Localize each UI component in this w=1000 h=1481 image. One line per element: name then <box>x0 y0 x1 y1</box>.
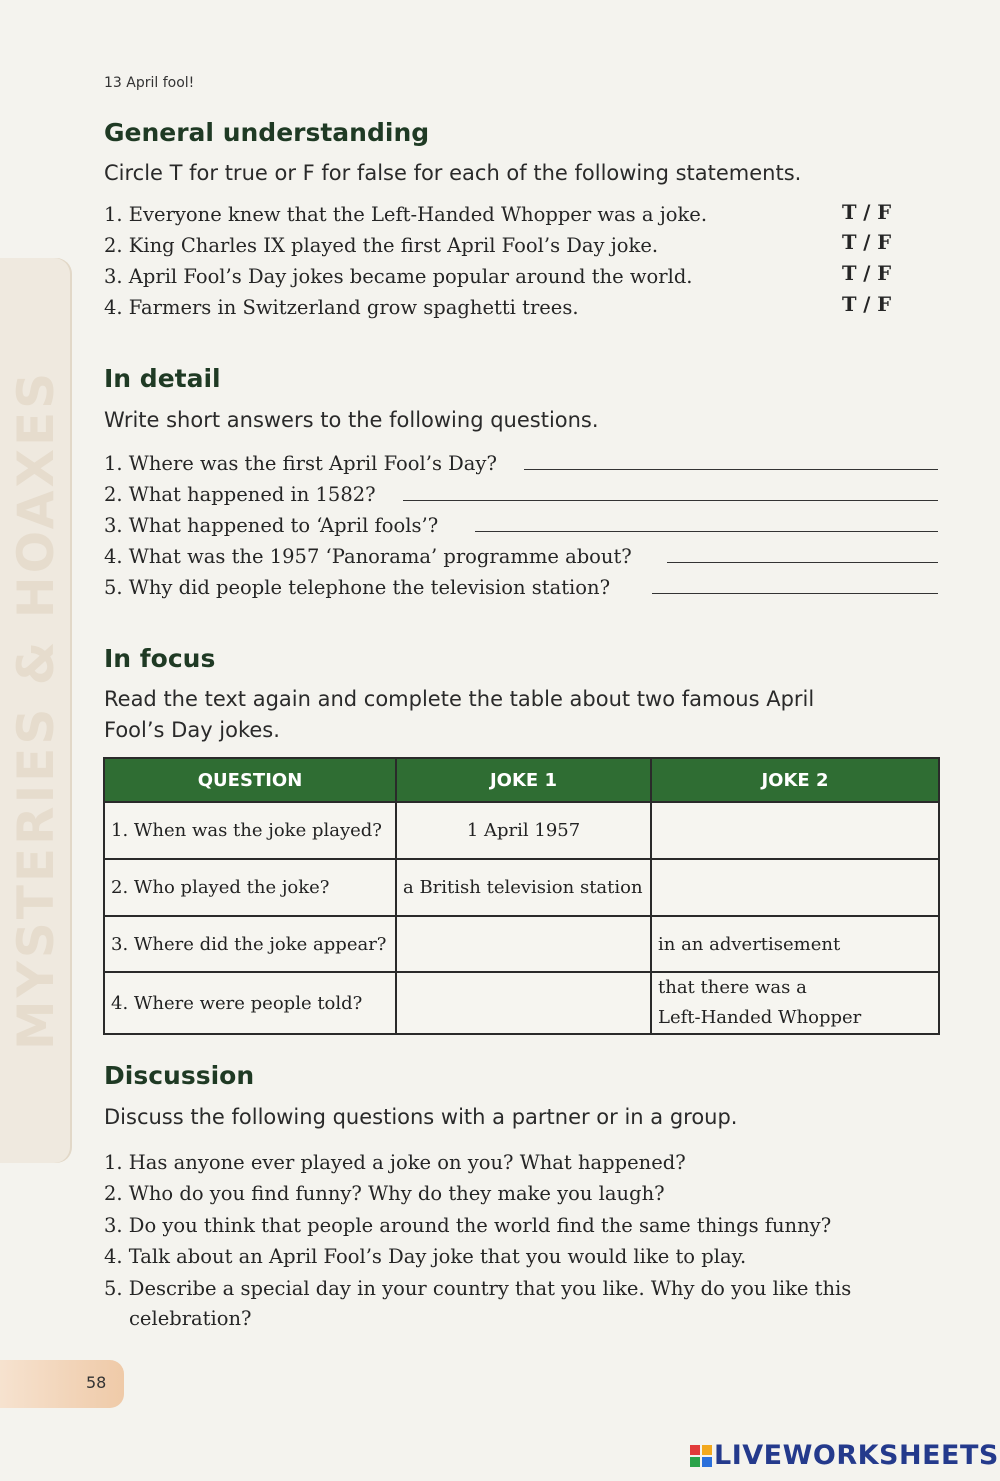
discussion-item-4: 4. Talk about an April Fool’s Day joke that you would like to play. <box>104 1245 747 1268</box>
table-row <box>104 972 939 1034</box>
row-1-question: 1. When was the joke played? <box>104 802 396 859</box>
general-item-3: 3. April Fool’s Day jokes became popular around the world. <box>104 265 693 288</box>
detail-instruction: Write short answers to the following questions. <box>104 408 599 432</box>
detail-question-1: 1. Where was the first April Fool’s Day? <box>104 452 497 475</box>
header-joke-2: JOKE 2 <box>651 758 939 802</box>
running-head: 13 April fool! <box>104 75 195 91</box>
answer-line-5[interactable] <box>652 593 938 594</box>
discussion-instruction: Discuss the following questions with a partner or in a group. <box>104 1105 738 1129</box>
discussion-item-3: 3. Do you think that people around the world find the same things funny? <box>104 1214 832 1237</box>
focus-instruction-line2: Fool’s Day jokes. <box>104 718 280 742</box>
row-4-question: 4. Where were people told? <box>104 972 396 1034</box>
answer-line-4[interactable] <box>667 562 938 563</box>
row-3-question: 3. Where did the joke appear? <box>104 916 396 972</box>
focus-instruction-line1: Read the text again and complete the table about two famous April <box>104 687 815 711</box>
side-label: MYSTERIES & HOAXES <box>7 369 65 1051</box>
detail-heading: In detail <box>104 364 221 393</box>
liveworksheets-logo-text: LIVEWORKSHEETS <box>714 1440 999 1471</box>
table-row <box>104 916 939 972</box>
tf-choice-1[interactable]: T / F <box>842 201 892 224</box>
discussion-item-1: 1. Has anyone ever played a joke on you? What happened? <box>104 1151 686 1174</box>
row-2-question: 2. Who played the joke? <box>104 859 396 916</box>
general-item-1: 1. Everyone knew that the Left-Handed Whopper was a joke. <box>104 203 708 226</box>
liveworksheets-logo <box>690 1440 999 1471</box>
row-3-joke-1-answer[interactable] <box>396 916 651 972</box>
discussion-item-5: 5. Describe a special day in your country that you like. Why do you like this <box>104 1277 852 1300</box>
detail-question-2: 2. What happened in 1582? <box>104 483 376 506</box>
table-row <box>104 859 939 916</box>
row-2-joke-1: a British television station <box>396 859 651 916</box>
detail-question-4: 4. What was the 1957 ‘Panorama’ programme about? <box>104 545 632 568</box>
table-row <box>104 802 939 859</box>
row-3-joke-2: in an advertisement <box>651 916 939 972</box>
header-joke-1: JOKE 1 <box>396 758 651 802</box>
row-2-joke-2-answer[interactable] <box>651 859 939 916</box>
row-1-joke-2-answer[interactable] <box>651 802 939 859</box>
tf-choice-2[interactable]: T / F <box>842 231 892 254</box>
page-number: 58 <box>86 1373 107 1392</box>
answer-line-1[interactable] <box>524 469 938 470</box>
row-4-joke-1-answer[interactable] <box>396 972 651 1034</box>
general-item-2: 2. King Charles IX played the first April Fool’s Day joke. <box>104 234 659 257</box>
row-1-joke-1: 1 April 1957 <box>396 802 651 859</box>
liveworksheets-logo-icon <box>690 1445 712 1467</box>
answer-line-2[interactable] <box>403 500 938 501</box>
detail-question-3: 3. What happened to ‘April fools’? <box>104 514 439 537</box>
header-question: QUESTION <box>104 758 396 802</box>
general-heading: General understanding <box>104 118 430 147</box>
joke-table <box>103 757 940 1035</box>
focus-heading: In focus <box>104 644 216 673</box>
answer-line-3[interactable] <box>475 531 938 532</box>
discussion-heading: Discussion <box>104 1061 255 1090</box>
row-4-joke-2-line1: that there was a <box>658 977 807 998</box>
general-item-4: 4. Farmers in Switzerland grow spaghetti trees. <box>104 296 579 319</box>
detail-question-5: 5. Why did people telephone the television station? <box>104 576 611 599</box>
tf-choice-3[interactable]: T / F <box>842 262 892 285</box>
discussion-item-5-cont: celebration? <box>129 1307 252 1330</box>
general-instruction: Circle T for true or F for false for each of the following statements. <box>104 161 802 185</box>
discussion-item-2: 2. Who do you find funny? Why do they make you laugh? <box>104 1182 665 1205</box>
tf-choice-4[interactable]: T / F <box>842 293 892 316</box>
row-4-joke-2 <box>651 972 939 1034</box>
row-4-joke-2-line2: Left-Handed Whopper <box>658 1007 862 1028</box>
